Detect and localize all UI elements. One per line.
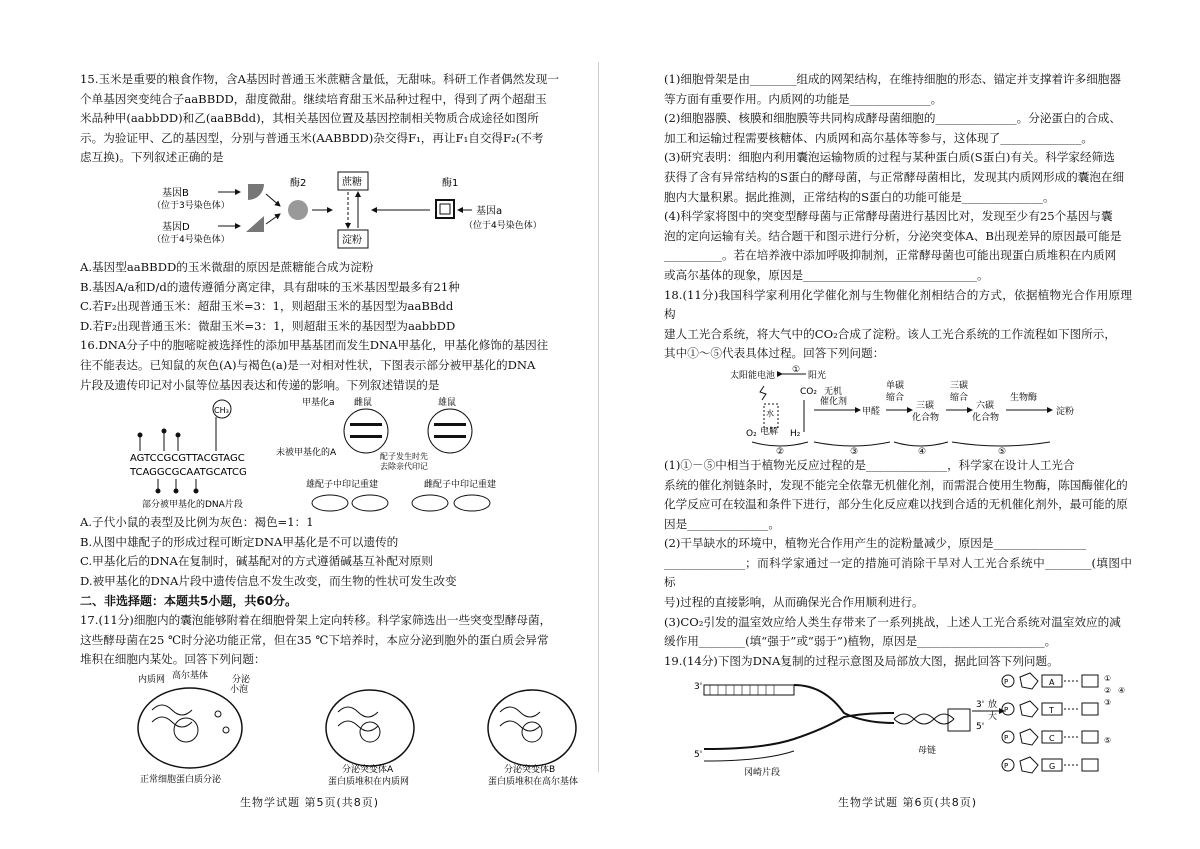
q16-female: 雌鼠 xyxy=(354,398,373,409)
q18-o2: O₂ xyxy=(746,428,757,439)
q17-line: 17.(11分)细胞内的囊泡能够附着在细胞骨架上定向转移。科学家筛选出一些突变型酵母菌， xyxy=(80,613,552,628)
q15-gene-a-pos: （位于4号染色体） xyxy=(464,220,542,231)
q19-n3: ③ xyxy=(1104,698,1112,708)
q18-line: 其中①～⑤代表具体过程。回答下列问题： xyxy=(664,346,885,361)
q16-gamete-note2: 去除亲代印记 xyxy=(380,462,428,472)
q19-n4: ④ xyxy=(1118,686,1126,696)
q16-unmethyl-a: 未被甲基化的A xyxy=(276,448,337,459)
q19-n5: ⑤ xyxy=(1104,736,1112,746)
q19-n1: ① xyxy=(1104,674,1112,684)
q18-sixc1: 六碳 xyxy=(976,400,995,411)
q18-c3: ③ xyxy=(850,446,859,456)
q17-part2: 加工和运输过程需要核糖体、内质网和高尔基体等参与，这体现了______________。 xyxy=(664,130,1093,145)
q18-part3: 缓作用________(填“强于”或“弱于”)植物，原因是______________________。 xyxy=(664,634,1057,649)
q17-part4: 泡的定向运输有关。结合题干和图示进行分析，分泌突变体A、B出现差异的原因最可能是 xyxy=(664,228,1122,243)
q19-line: 19.(14分)下图为DNA复制的过程示意图及局部放大图，据此回答下列问题。 xyxy=(664,653,1059,668)
q18-flow-figure xyxy=(664,364,1132,456)
q18-methanol: 甲醛 xyxy=(862,406,881,417)
q18-line: 18.(11分)我国科学家利用化学催化剂与生物催化剂相结合的方式，依据植物光合作用原理构 xyxy=(664,287,1132,322)
q16-ch3: CH₃ xyxy=(214,406,229,416)
q17-part4: 或高尔基体的现象，原因是______________________________。 xyxy=(664,267,989,282)
q15-line: 个单基因突变纯合子aaBBDD，甜度微甜。继续培育甜玉米品种过程中，得到了两个超甜玉 xyxy=(80,91,547,106)
q15-line: 米品种甲(aabbDD)和乙(aaBBdd)，其相关基因位置及基因控制相关物质合成途径如图所 xyxy=(80,111,539,126)
left-page xyxy=(80,70,585,788)
q17-er: 内质网 xyxy=(138,674,166,685)
q18-starch: 淀粉 xyxy=(1056,406,1075,417)
q17-part3: 获得了含有异常结构的S蛋白的酵母菌，与正常酵母菌相比，发现其内质网形成的囊泡在细 xyxy=(664,169,1125,184)
q15-line: 15.玉米是重要的粮食作物，含A基因时普通玉米蔗糖含量低，无甜味。科研工作者偶然发现一 xyxy=(80,72,559,86)
q18-threec3: 三碳 xyxy=(950,380,969,391)
phosphate-icon: P xyxy=(1004,678,1009,687)
q19-magnify1: 放 xyxy=(988,700,998,711)
enzyme-shape-icon xyxy=(248,184,264,200)
q18-threec4: 缩合 xyxy=(950,392,969,403)
phosphate-icon: P xyxy=(1004,762,1009,771)
q16-methyl-a: 甲基化a xyxy=(302,398,335,409)
q16-methylation-figure xyxy=(80,395,585,513)
q15-gene-a: 基因a xyxy=(476,205,503,217)
q18-h2: H₂ xyxy=(790,428,801,439)
q19-5prime: 5' xyxy=(694,750,703,761)
q15-gene-b-pos: （位于3号染色体） xyxy=(152,200,230,211)
q18-co2: CO₂ xyxy=(800,386,817,397)
q18-part2: 号)过程的直接影响，从而确保光合作用顺利进行。 xyxy=(664,595,924,610)
q18-line: 建人工光合系统，将大气中的CO₂合成了淀粉。该人工光合系统的工作流程如下图所示， xyxy=(664,326,1116,341)
phosphate-icon: P xyxy=(1004,706,1009,715)
q18-part1: 因是______________。 xyxy=(664,516,780,531)
q15-option-d: D.若F₂出现普通玉米：微甜玉米=3：1，则超甜玉米的基因型为aabbDD xyxy=(80,318,456,333)
q15-line: 虑互换)。下列叙述正确的是 xyxy=(80,150,224,165)
q19-base-c: C xyxy=(1049,734,1055,744)
q16-option-a: A.子代小鼠的表型及比例为灰色：褐色=1：1 xyxy=(80,515,314,530)
q17-line: 堆积在细胞内某处。回答下列问题： xyxy=(80,652,266,667)
q17-mut-b: 分泌突变体B xyxy=(504,764,556,775)
section-heading: 二、非选择题：本题共5小题，共60分。 xyxy=(80,593,298,608)
q16-line: 16.DNA分子中的胞嘧啶被选择性的添加甲基基团而发生DNA甲基化，甲基化修饰的基因往 xyxy=(80,338,549,353)
q19-base-g: G xyxy=(1049,762,1056,772)
q18-c1: ① xyxy=(792,364,801,375)
q19-mother: 母链 xyxy=(918,746,937,757)
q18-threec2: 化合物 xyxy=(912,412,940,423)
q19-n2: ② xyxy=(1104,686,1112,696)
q18-onec2: 缩合 xyxy=(886,392,905,403)
q19-okazaki: 冈崎片段 xyxy=(744,768,781,779)
q16-option-b: B.从图中雄配子的形成过程可断定DNA甲基化是不可以遗传的 xyxy=(80,534,399,549)
q17-mut-a: 分泌突变体A xyxy=(342,764,394,775)
q18-c4: ④ xyxy=(918,446,927,456)
left-footer: 生物学试题 第5页(共8页) xyxy=(240,796,380,809)
q19-3b: 3' xyxy=(976,700,985,711)
q15-enzyme2: 酶2 xyxy=(290,177,307,189)
q15-line: 示。为验证甲、乙的基因型，分别与普通玉米(AABBDD)杂交得F₁，再让F₁自交得F₂(不考 xyxy=(80,130,544,145)
q15-option-a: A.基因型aaBBDD的玉米微甜的原因是蔗糖能合成为淀粉 xyxy=(80,259,374,274)
q18-part1: 系统的催化剂链条时，发现不能完全依靠无机催化剂，而需混合使用生物酶，陈国酶催化的 xyxy=(664,477,1128,492)
enzyme-shape-icon xyxy=(246,216,264,232)
q16-rebuild-female: 雌配子中印记重建 xyxy=(424,480,497,491)
q18-c2: ② xyxy=(776,446,785,456)
q17-vesicle1: 分泌 xyxy=(232,674,251,685)
q17-part3: (3)研究表明：细胞内利用囊泡运输物质的过程与某种蛋白质(S蛋白)有关。科学家经筛选 xyxy=(664,150,1115,165)
right-footer: 生物学试题 第6页(共8页) xyxy=(838,796,978,809)
right-page xyxy=(664,70,1132,781)
q17-golgi: 高尔基体 xyxy=(172,670,209,681)
phosphate-icon: P xyxy=(1004,734,1009,743)
q18-sunlight: 阳光 xyxy=(808,370,827,381)
q18-water: 水 xyxy=(766,408,774,418)
q16-seq1: AGTCCGCGTTACGTAGC xyxy=(130,453,245,465)
q17-normal: 正常细胞蛋白质分泌 xyxy=(140,774,222,785)
q16-rebuild-male: 雄配子中印记重建 xyxy=(306,480,379,491)
q16-option-d: D.被甲基化的DNA片段中遗传信息不发生改变，而生物的性状可发生改变 xyxy=(80,573,457,588)
q17-part3: 胞内大量积累。据此推测，正常结构的S蛋白的功能可能是______________。 xyxy=(664,189,1055,204)
q18-solar: 太阳能电池 xyxy=(730,370,776,381)
q18-part3: (3)CO₂引发的温室效应给人类生存带来了一系列挑战，上述人工光合系统对温室效应的减 xyxy=(664,614,1121,629)
q15-starch: 淀粉 xyxy=(342,234,362,246)
q19-base-a: A xyxy=(1049,678,1055,688)
q16-line: 片段及遗传印记对小鼠等位基因表达和传递的影响。下列叙述错误的是 xyxy=(80,377,440,392)
q18-threec1: 三碳 xyxy=(916,400,935,411)
q18-part1: 化学反应可在较温和条件下进行，部分生化反应难以找到合适的无机催化剂外，最可能的原 xyxy=(664,497,1128,512)
q17-part4: (4)科学家将图中的突变型酵母菌与正常酵母菌进行基因比对，发现至少有25个基因与囊 xyxy=(664,209,1113,224)
q16-gamete-note1: 配子发生时先 xyxy=(380,452,428,462)
q19-5b: 5' xyxy=(976,722,985,733)
q16-option-c: C.甲基化后的DNA在复制时，碱基配对的方式遵循碱基互补配对原则 xyxy=(80,554,433,569)
q16-line: 往不能表达。已知鼠的灰色(A)与褐色(a)是一对相对性状，下图表示部分被甲基化的DNA xyxy=(80,357,536,372)
q17-mut-a-note: 蛋白质堆积在内质网 xyxy=(328,776,410,787)
q15-pathway-figure xyxy=(80,168,585,258)
q17-vesicle2: 小泡 xyxy=(230,684,249,695)
q18-inorg2: 催化剂 xyxy=(820,396,848,407)
q15-enzyme1: 酶1 xyxy=(442,177,459,189)
q17-part4: __________。若在培养液中添加呼吸抑制剂，正常酵母菌也可能出现蛋白质堆积在内质网 xyxy=(664,248,1117,263)
q18-part1: (1)①－⑤中相当于植物光反应过程的是______________，科学家在设计人工光合 xyxy=(664,457,1075,472)
q18-inorg1: 无机 xyxy=(824,386,843,397)
q18-sixc2: 化合物 xyxy=(972,412,1000,423)
q15-option-b: B.基因A/a和D/d的遗传遵循分离定律，具有甜味的玉米基因型最多有21种 xyxy=(80,279,460,294)
q19-base-t: T xyxy=(1049,706,1054,716)
q19-nucleotide-detail xyxy=(1002,673,1125,773)
q15-sucrose: 蔗糖 xyxy=(342,176,362,188)
q18-electrolysis: 电解 xyxy=(760,426,779,437)
q17-part1: 等方面有重要作用。内质网的功能是______________。 xyxy=(664,91,943,106)
q17-mut-b-note: 蛋白质堆积在高尔基体 xyxy=(488,776,579,787)
q16-male: 雄鼠 xyxy=(438,398,457,409)
q16-seq2: TCAGGCGCAATGCATCG xyxy=(130,467,247,479)
q17-cell-figure xyxy=(80,670,585,788)
q18-part2: ______________；而科学家通过一定的措施可消除干旱对人工光合系统中________(填图中标 xyxy=(664,555,1132,590)
q18-onec1: 单碳 xyxy=(886,380,905,391)
q18-bioenz: 生物酶 xyxy=(1010,392,1038,403)
q17-line: 这些酵母菌在25 ℃时分泌功能正常，但在35 ℃下培养时，本应分泌到胞外的蛋白质会异常 xyxy=(80,632,549,647)
q19-dna-figure xyxy=(664,671,1132,781)
q18-part2: (2)干旱缺水的环境中，植物光合作用产生的淀粉量减少，原因是________________ xyxy=(664,536,1087,551)
q19-3prime: 3' xyxy=(694,682,703,693)
page-divider xyxy=(598,62,599,772)
q18-c5: ⑤ xyxy=(998,446,1007,456)
q17-part1: (1)细胞骨架是由________组成的网架结构，在维持细胞的形态、锚定并支撑着许多细胞器 xyxy=(664,72,1121,86)
q15-gene-d: 基因D xyxy=(162,221,190,233)
q19-magnify2: 大 xyxy=(988,712,998,723)
q15-option-c: C.若F₂出现普通玉米：超甜玉米=3：1，则超甜玉米的基因型为aaBBdd xyxy=(80,299,454,314)
q15-gene-b: 基因B xyxy=(162,187,189,199)
enzyme2-icon xyxy=(288,200,308,220)
q17-part2: (2)细胞器膜、核膜和细胞膜等共同构成酵母菌细胞的______________。分泌蛋白的合成、 xyxy=(664,111,1121,126)
q16-seg-label: 部分被甲基化的DNA片段 xyxy=(142,500,243,511)
q15-gene-d-pos: （位于4号染色体） xyxy=(152,234,230,245)
